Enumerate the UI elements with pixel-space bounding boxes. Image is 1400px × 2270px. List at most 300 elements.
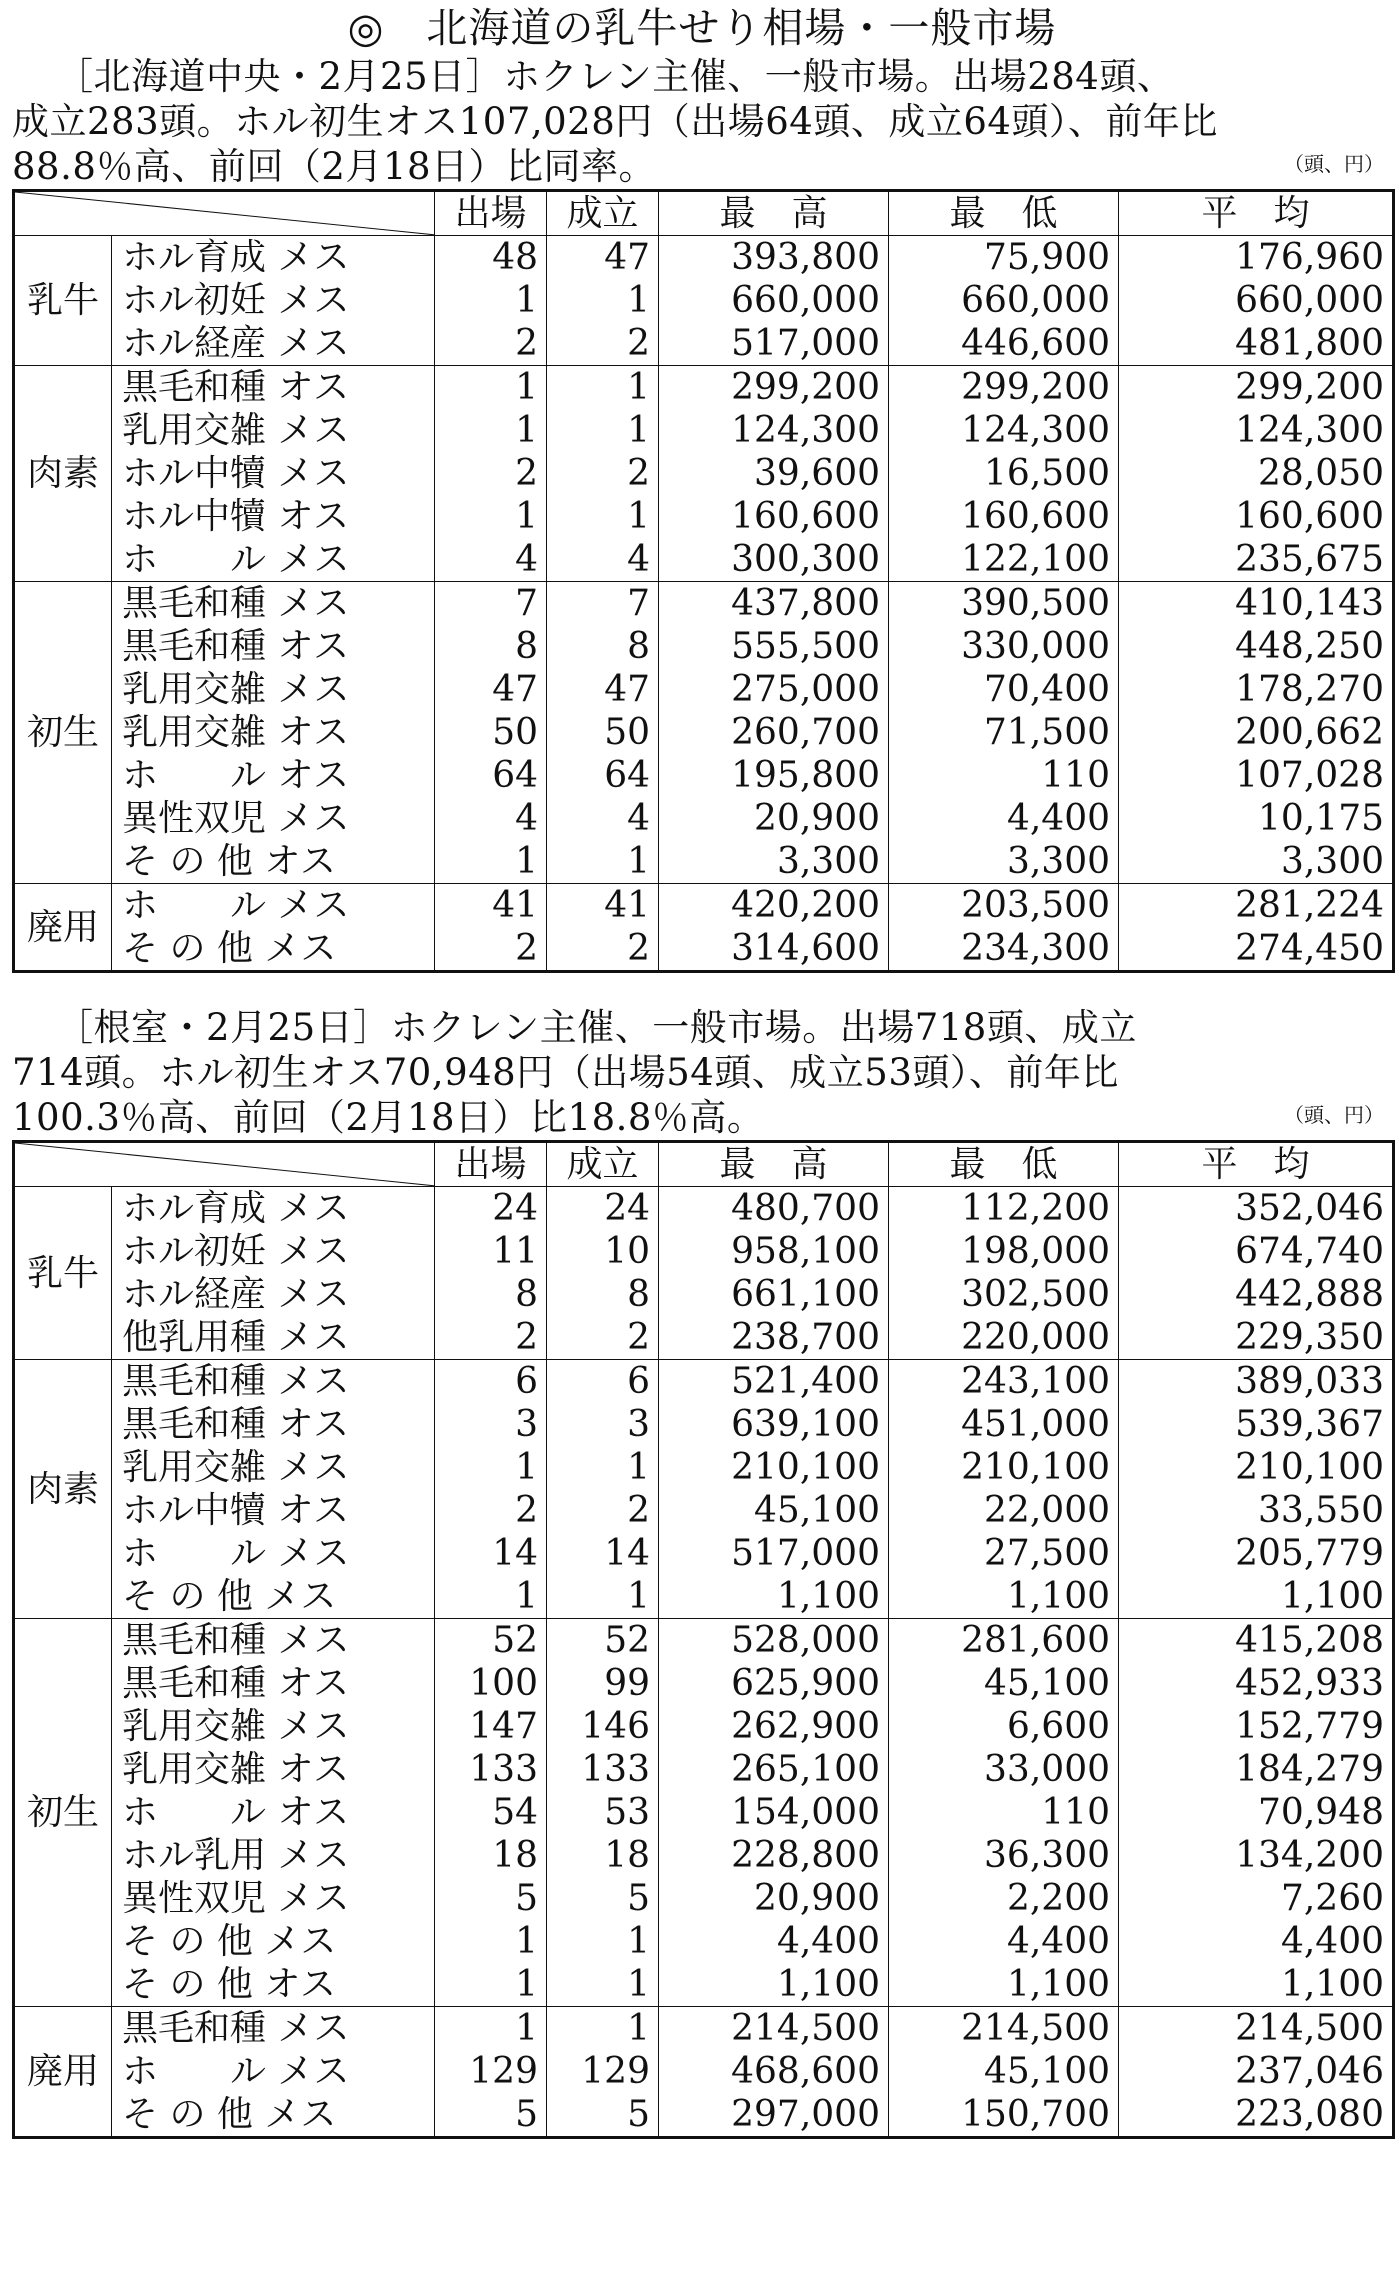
cell-seiritsu: 2	[547, 452, 659, 495]
cell-min: 27,500	[889, 1532, 1119, 1575]
table-row	[14, 1877, 1394, 1920]
cell-seiritsu: 1	[547, 1575, 659, 1619]
cell-shutsujo: 2	[435, 322, 547, 366]
intro-text: 714頭。ホル初生オス70,948円（出場54頭、成立53頭）、前年比	[12, 1051, 1119, 1094]
cell-min: 330,000	[889, 625, 1119, 668]
units-note: （頭、円）	[1284, 1103, 1384, 1127]
group-label: 初生	[14, 1619, 112, 2007]
cell-min: 243,100	[889, 1360, 1119, 1404]
table-row	[14, 452, 1394, 495]
table-row	[14, 322, 1394, 366]
cell-shutsujo: 14	[435, 1532, 547, 1575]
intro-line	[12, 99, 1392, 144]
cell-avg: 410,143	[1119, 582, 1394, 626]
header-seiritsu: 成立	[547, 1142, 659, 1187]
cell-max: 297,000	[659, 2093, 889, 2138]
cell-shutsujo: 1	[435, 840, 547, 884]
cell-seiritsu: 8	[547, 625, 659, 668]
cell-seiritsu: 52	[547, 1619, 659, 1663]
table-row	[14, 409, 1394, 452]
row-category: 黒毛和種 メス	[112, 2007, 435, 2051]
cell-min: 203,500	[889, 884, 1119, 928]
cell-shutsujo: 8	[435, 1273, 547, 1316]
cell-seiritsu: 6	[547, 1360, 659, 1404]
cell-min: 451,000	[889, 1403, 1119, 1446]
cell-seiritsu: 5	[547, 2093, 659, 2138]
cell-seiritsu: 7	[547, 582, 659, 626]
group-label: 廃用	[14, 884, 112, 972]
cell-max: 314,600	[659, 927, 889, 972]
cell-max: 958,100	[659, 1230, 889, 1273]
cell-avg: 481,800	[1119, 322, 1394, 366]
row-category: ホ ル オス	[112, 754, 435, 797]
table-row	[14, 1489, 1394, 1532]
cell-avg: 205,779	[1119, 1532, 1394, 1575]
cell-avg: 299,200	[1119, 366, 1394, 410]
row-category: ホル経産 メス	[112, 322, 435, 366]
cell-max: 154,000	[659, 1791, 889, 1834]
header-shutsujo: 出場	[435, 191, 547, 236]
cell-seiritsu: 47	[547, 236, 659, 280]
row-category: ホル初妊 メス	[112, 279, 435, 322]
cell-shutsujo: 52	[435, 1619, 547, 1663]
article-title: ◎ 北海道の乳牛せり相場・一般市場	[347, 4, 1057, 52]
cell-avg: 1,100	[1119, 1575, 1394, 1619]
cell-max: 555,500	[659, 625, 889, 668]
cell-shutsujo: 8	[435, 625, 547, 668]
table-row	[14, 495, 1394, 538]
table-header-row	[14, 191, 1394, 236]
cell-shutsujo: 147	[435, 1705, 547, 1748]
cell-max: 238,700	[659, 1316, 889, 1360]
header-avg: 平 均	[1119, 191, 1394, 236]
cell-min: 70,400	[889, 668, 1119, 711]
header-min: 最 低	[889, 191, 1119, 236]
row-category: そ の 他 メス	[112, 1575, 435, 1619]
table-row	[14, 1187, 1394, 1231]
row-category: 乳用交雑 オス	[112, 1748, 435, 1791]
cell-shutsujo: 1	[435, 1446, 547, 1489]
cell-avg: 229,350	[1119, 1316, 1394, 1360]
cell-max: 265,100	[659, 1748, 889, 1791]
cell-seiritsu: 53	[547, 1791, 659, 1834]
table-row	[14, 884, 1394, 928]
row-category: ホル中犢 メス	[112, 452, 435, 495]
group-label: 乳牛	[14, 236, 112, 366]
cell-min: 150,700	[889, 2093, 1119, 2138]
table-row	[14, 1963, 1394, 2007]
cell-min: 71,500	[889, 711, 1119, 754]
cell-min: 16,500	[889, 452, 1119, 495]
cell-seiritsu: 1	[547, 409, 659, 452]
intro-text: ［北海道中央・2月25日］ホクレン主催、一般市場。出場284頭、	[56, 55, 1175, 98]
cell-avg: 184,279	[1119, 1748, 1394, 1791]
cell-max: 20,900	[659, 797, 889, 840]
table-row	[14, 1316, 1394, 1360]
cell-max: 45,100	[659, 1489, 889, 1532]
cell-seiritsu: 3	[547, 1403, 659, 1446]
cell-min: 110	[889, 1791, 1119, 1834]
table-row	[14, 1619, 1394, 1663]
cell-min: 1,100	[889, 1963, 1119, 2007]
header-shutsujo: 出場	[435, 1142, 547, 1187]
cell-seiritsu: 10	[547, 1230, 659, 1273]
row-category: ホル中犢 オス	[112, 1489, 435, 1532]
cell-avg: 124,300	[1119, 409, 1394, 452]
market-intro	[12, 54, 1392, 189]
cell-shutsujo: 41	[435, 884, 547, 928]
cell-min: 36,300	[889, 1834, 1119, 1877]
cell-avg: 674,740	[1119, 1230, 1394, 1273]
row-category: ホル中犢 オス	[112, 495, 435, 538]
cell-shutsujo: 1	[435, 495, 547, 538]
table-row	[14, 1360, 1394, 1404]
cell-max: 300,300	[659, 538, 889, 582]
header-max: 最 高	[659, 191, 889, 236]
cell-shutsujo: 5	[435, 2093, 547, 2138]
cell-min: 22,000	[889, 1489, 1119, 1532]
cell-max: 639,100	[659, 1403, 889, 1446]
intro-text: ［根室・2月25日］ホクレン主催、一般市場。出場718頭、成立	[56, 1006, 1137, 1049]
cell-shutsujo: 133	[435, 1748, 547, 1791]
cell-min: 281,600	[889, 1619, 1119, 1663]
cell-seiritsu: 18	[547, 1834, 659, 1877]
cell-min: 446,600	[889, 322, 1119, 366]
intro-line	[12, 54, 1392, 99]
table-row	[14, 1748, 1394, 1791]
table-row	[14, 1230, 1394, 1273]
cell-min: 390,500	[889, 582, 1119, 626]
cell-avg: 3,300	[1119, 840, 1394, 884]
cell-seiritsu: 1	[547, 1920, 659, 1963]
cell-shutsujo: 6	[435, 1360, 547, 1404]
cell-avg: 152,779	[1119, 1705, 1394, 1748]
cell-max: 1,100	[659, 1963, 889, 2007]
cell-shutsujo: 1	[435, 366, 547, 410]
table-row	[14, 538, 1394, 582]
row-category: ホル初妊 メス	[112, 1230, 435, 1273]
row-category: 乳用交雑 オス	[112, 711, 435, 754]
header-diagonal-cell	[14, 1142, 435, 1187]
table-row	[14, 754, 1394, 797]
section-gap	[12, 973, 1392, 1005]
cell-shutsujo: 18	[435, 1834, 547, 1877]
intro-text: 成立283頭。ホル初生オス107,028円（出場64頭、成立64頭）、前年比	[12, 100, 1218, 143]
cell-max: 210,100	[659, 1446, 889, 1489]
row-category: 他乳用種 メス	[112, 1316, 435, 1360]
cell-min: 234,300	[889, 927, 1119, 972]
cell-min: 214,500	[889, 2007, 1119, 2051]
row-category: ホル育成 メス	[112, 236, 435, 280]
group-label: 肉素	[14, 1360, 112, 1619]
cell-seiritsu: 5	[547, 1877, 659, 1920]
cell-max: 4,400	[659, 1920, 889, 1963]
cell-shutsujo: 1	[435, 1920, 547, 1963]
cell-seiritsu: 14	[547, 1532, 659, 1575]
cell-avg: 539,367	[1119, 1403, 1394, 1446]
table-row	[14, 1403, 1394, 1446]
cell-max: 124,300	[659, 409, 889, 452]
table-row	[14, 1834, 1394, 1877]
table-row	[14, 1705, 1394, 1748]
row-category: そ の 他 メス	[112, 1920, 435, 1963]
cell-avg: 28,050	[1119, 452, 1394, 495]
cell-max: 20,900	[659, 1877, 889, 1920]
cell-max: 393,800	[659, 236, 889, 280]
row-category: 乳用交雑 メス	[112, 409, 435, 452]
cell-shutsujo: 129	[435, 2050, 547, 2093]
cell-avg: 1,100	[1119, 1963, 1394, 2007]
table-row	[14, 2050, 1394, 2093]
row-category: 黒毛和種 オス	[112, 366, 435, 410]
row-category: ホ ル オス	[112, 1791, 435, 1834]
header-diagonal-cell	[14, 191, 435, 236]
cell-shutsujo: 4	[435, 797, 547, 840]
cell-max: 480,700	[659, 1187, 889, 1231]
intro-text: 88.8％高、前回（2月18日）比同率。	[12, 145, 657, 188]
row-category: ホ ル メス	[112, 2050, 435, 2093]
table-row	[14, 366, 1394, 410]
group-label: 初生	[14, 582, 112, 884]
units-note: （頭、円）	[1284, 152, 1384, 176]
table-row	[14, 1920, 1394, 1963]
table-row	[14, 279, 1394, 322]
market-intro	[12, 1005, 1392, 1140]
cell-avg: 442,888	[1119, 1273, 1394, 1316]
cell-min: 4,400	[889, 1920, 1119, 1963]
cell-max: 275,000	[659, 668, 889, 711]
cell-min: 45,100	[889, 2050, 1119, 2093]
cell-max: 262,900	[659, 1705, 889, 1748]
cell-max: 260,700	[659, 711, 889, 754]
table-header-row	[14, 1142, 1394, 1187]
cell-max: 437,800	[659, 582, 889, 626]
cell-min: 210,100	[889, 1446, 1119, 1489]
row-category: 黒毛和種 オス	[112, 1662, 435, 1705]
market-sections	[12, 54, 1392, 2139]
price-table	[12, 1140, 1395, 2139]
cell-shutsujo: 54	[435, 1791, 547, 1834]
cell-min: 302,500	[889, 1273, 1119, 1316]
row-category: そ の 他 メス	[112, 2093, 435, 2138]
row-category: ホル経産 メス	[112, 1273, 435, 1316]
cell-max: 3,300	[659, 840, 889, 884]
group-label: 肉素	[14, 366, 112, 582]
cell-seiritsu: 8	[547, 1273, 659, 1316]
cell-avg: 10,175	[1119, 797, 1394, 840]
cell-avg: 660,000	[1119, 279, 1394, 322]
cell-max: 214,500	[659, 2007, 889, 2051]
cell-shutsujo: 64	[435, 754, 547, 797]
cell-min: 2,200	[889, 1877, 1119, 1920]
cell-shutsujo: 4	[435, 538, 547, 582]
cell-min: 122,100	[889, 538, 1119, 582]
cell-avg: 160,600	[1119, 495, 1394, 538]
cell-seiritsu: 146	[547, 1705, 659, 1748]
cell-avg: 274,450	[1119, 927, 1394, 972]
cell-seiritsu: 1	[547, 1446, 659, 1489]
cell-max: 1,100	[659, 1575, 889, 1619]
row-category: 乳用交雑 メス	[112, 1705, 435, 1748]
cell-seiritsu: 64	[547, 754, 659, 797]
cell-avg: 7,260	[1119, 1877, 1394, 1920]
cell-min: 110	[889, 754, 1119, 797]
intro-text: 100.3％高、前回（2月18日）比18.8％高。	[12, 1096, 765, 1139]
cell-min: 33,000	[889, 1748, 1119, 1791]
cell-max: 39,600	[659, 452, 889, 495]
cell-seiritsu: 4	[547, 538, 659, 582]
cell-max: 160,600	[659, 495, 889, 538]
header-min: 最 低	[889, 1142, 1119, 1187]
table-row	[14, 1446, 1394, 1489]
cell-seiritsu: 47	[547, 668, 659, 711]
cell-shutsujo: 2	[435, 1489, 547, 1532]
row-category: 黒毛和種 オス	[112, 1403, 435, 1446]
cell-min: 160,600	[889, 495, 1119, 538]
cell-avg: 70,948	[1119, 1791, 1394, 1834]
table-row	[14, 236, 1394, 280]
cell-max: 661,100	[659, 1273, 889, 1316]
cell-shutsujo: 24	[435, 1187, 547, 1231]
row-category: 異性双児 メス	[112, 1877, 435, 1920]
cell-seiritsu: 1	[547, 1963, 659, 2007]
cell-max: 625,900	[659, 1662, 889, 1705]
row-category: ホ ル メス	[112, 884, 435, 928]
cell-min: 198,000	[889, 1230, 1119, 1273]
cell-shutsujo: 48	[435, 236, 547, 280]
cell-min: 220,000	[889, 1316, 1119, 1360]
cell-min: 4,400	[889, 797, 1119, 840]
cell-shutsujo: 2	[435, 1316, 547, 1360]
cell-avg: 352,046	[1119, 1187, 1394, 1231]
cell-min: 299,200	[889, 366, 1119, 410]
cell-min: 1,100	[889, 1575, 1119, 1619]
cell-seiritsu: 24	[547, 1187, 659, 1231]
table-row	[14, 1662, 1394, 1705]
row-category: ホ ル メス	[112, 1532, 435, 1575]
cell-max: 299,200	[659, 366, 889, 410]
cell-avg: 237,046	[1119, 2050, 1394, 2093]
cell-max: 420,200	[659, 884, 889, 928]
cell-min: 3,300	[889, 840, 1119, 884]
table-row	[14, 2093, 1394, 2138]
intro-line	[12, 144, 1392, 189]
table-row	[14, 1532, 1394, 1575]
page	[12, 0, 1392, 2139]
cell-seiritsu: 1	[547, 840, 659, 884]
cell-avg: 4,400	[1119, 1920, 1394, 1963]
cell-min: 124,300	[889, 409, 1119, 452]
cell-max: 517,000	[659, 1532, 889, 1575]
intro-line	[12, 1050, 1392, 1095]
cell-avg: 452,933	[1119, 1662, 1394, 1705]
cell-shutsujo: 11	[435, 1230, 547, 1273]
cell-shutsujo: 2	[435, 452, 547, 495]
row-category: 黒毛和種 メス	[112, 1619, 435, 1663]
cell-shutsujo: 100	[435, 1662, 547, 1705]
cell-shutsujo: 47	[435, 668, 547, 711]
cell-avg: 214,500	[1119, 2007, 1394, 2051]
row-category: そ の 他 メス	[112, 927, 435, 972]
cell-seiritsu: 1	[547, 279, 659, 322]
header-avg: 平 均	[1119, 1142, 1394, 1187]
cell-avg: 210,100	[1119, 1446, 1394, 1489]
cell-shutsujo: 1	[435, 279, 547, 322]
price-table	[12, 189, 1395, 973]
header-max: 最 高	[659, 1142, 889, 1187]
cell-avg: 178,270	[1119, 668, 1394, 711]
row-category: そ の 他 オス	[112, 1963, 435, 2007]
cell-shutsujo: 3	[435, 1403, 547, 1446]
cell-shutsujo: 1	[435, 1575, 547, 1619]
cell-avg: 281,224	[1119, 884, 1394, 928]
cell-avg: 415,208	[1119, 1619, 1394, 1663]
cell-min: 112,200	[889, 1187, 1119, 1231]
table-row	[14, 2007, 1394, 2051]
cell-avg: 200,662	[1119, 711, 1394, 754]
cell-avg: 134,200	[1119, 1834, 1394, 1877]
cell-shutsujo: 1	[435, 409, 547, 452]
cell-seiritsu: 50	[547, 711, 659, 754]
cell-seiritsu: 2	[547, 1489, 659, 1532]
intro-line	[12, 1005, 1392, 1050]
table-row	[14, 1575, 1394, 1619]
table-row	[14, 840, 1394, 884]
cell-seiritsu: 4	[547, 797, 659, 840]
table-row	[14, 625, 1394, 668]
cell-seiritsu: 2	[547, 927, 659, 972]
cell-shutsujo: 1	[435, 1963, 547, 2007]
cell-seiritsu: 1	[547, 495, 659, 538]
cell-seiritsu: 2	[547, 1316, 659, 1360]
cell-avg: 176,960	[1119, 236, 1394, 280]
table-row	[14, 582, 1394, 626]
cell-avg: 235,675	[1119, 538, 1394, 582]
group-label: 廃用	[14, 2007, 112, 2138]
cell-max: 660,000	[659, 279, 889, 322]
cell-min: 6,600	[889, 1705, 1119, 1748]
cell-max: 521,400	[659, 1360, 889, 1404]
cell-min: 75,900	[889, 236, 1119, 280]
intro-line	[12, 1095, 1392, 1140]
cell-avg: 448,250	[1119, 625, 1394, 668]
cell-max: 468,600	[659, 2050, 889, 2093]
cell-max: 195,800	[659, 754, 889, 797]
row-category: 黒毛和種 メス	[112, 582, 435, 626]
header-seiritsu: 成立	[547, 191, 659, 236]
cell-avg: 107,028	[1119, 754, 1394, 797]
cell-shutsujo: 7	[435, 582, 547, 626]
cell-seiritsu: 2	[547, 322, 659, 366]
cell-seiritsu: 41	[547, 884, 659, 928]
cell-max: 517,000	[659, 322, 889, 366]
cell-shutsujo: 1	[435, 2007, 547, 2051]
row-category: ホル育成 メス	[112, 1187, 435, 1231]
cell-seiritsu: 1	[547, 366, 659, 410]
cell-min: 660,000	[889, 279, 1119, 322]
cell-max: 528,000	[659, 1619, 889, 1663]
table-row	[14, 797, 1394, 840]
cell-avg: 223,080	[1119, 2093, 1394, 2138]
cell-shutsujo: 2	[435, 927, 547, 972]
cell-shutsujo: 5	[435, 1877, 547, 1920]
row-category: ホル乳用 メス	[112, 1834, 435, 1877]
table-row	[14, 1791, 1394, 1834]
cell-seiritsu: 1	[547, 2007, 659, 2051]
row-category: 乳用交雑 メス	[112, 1446, 435, 1489]
cell-avg: 389,033	[1119, 1360, 1394, 1404]
row-category: そ の 他 オス	[112, 840, 435, 884]
